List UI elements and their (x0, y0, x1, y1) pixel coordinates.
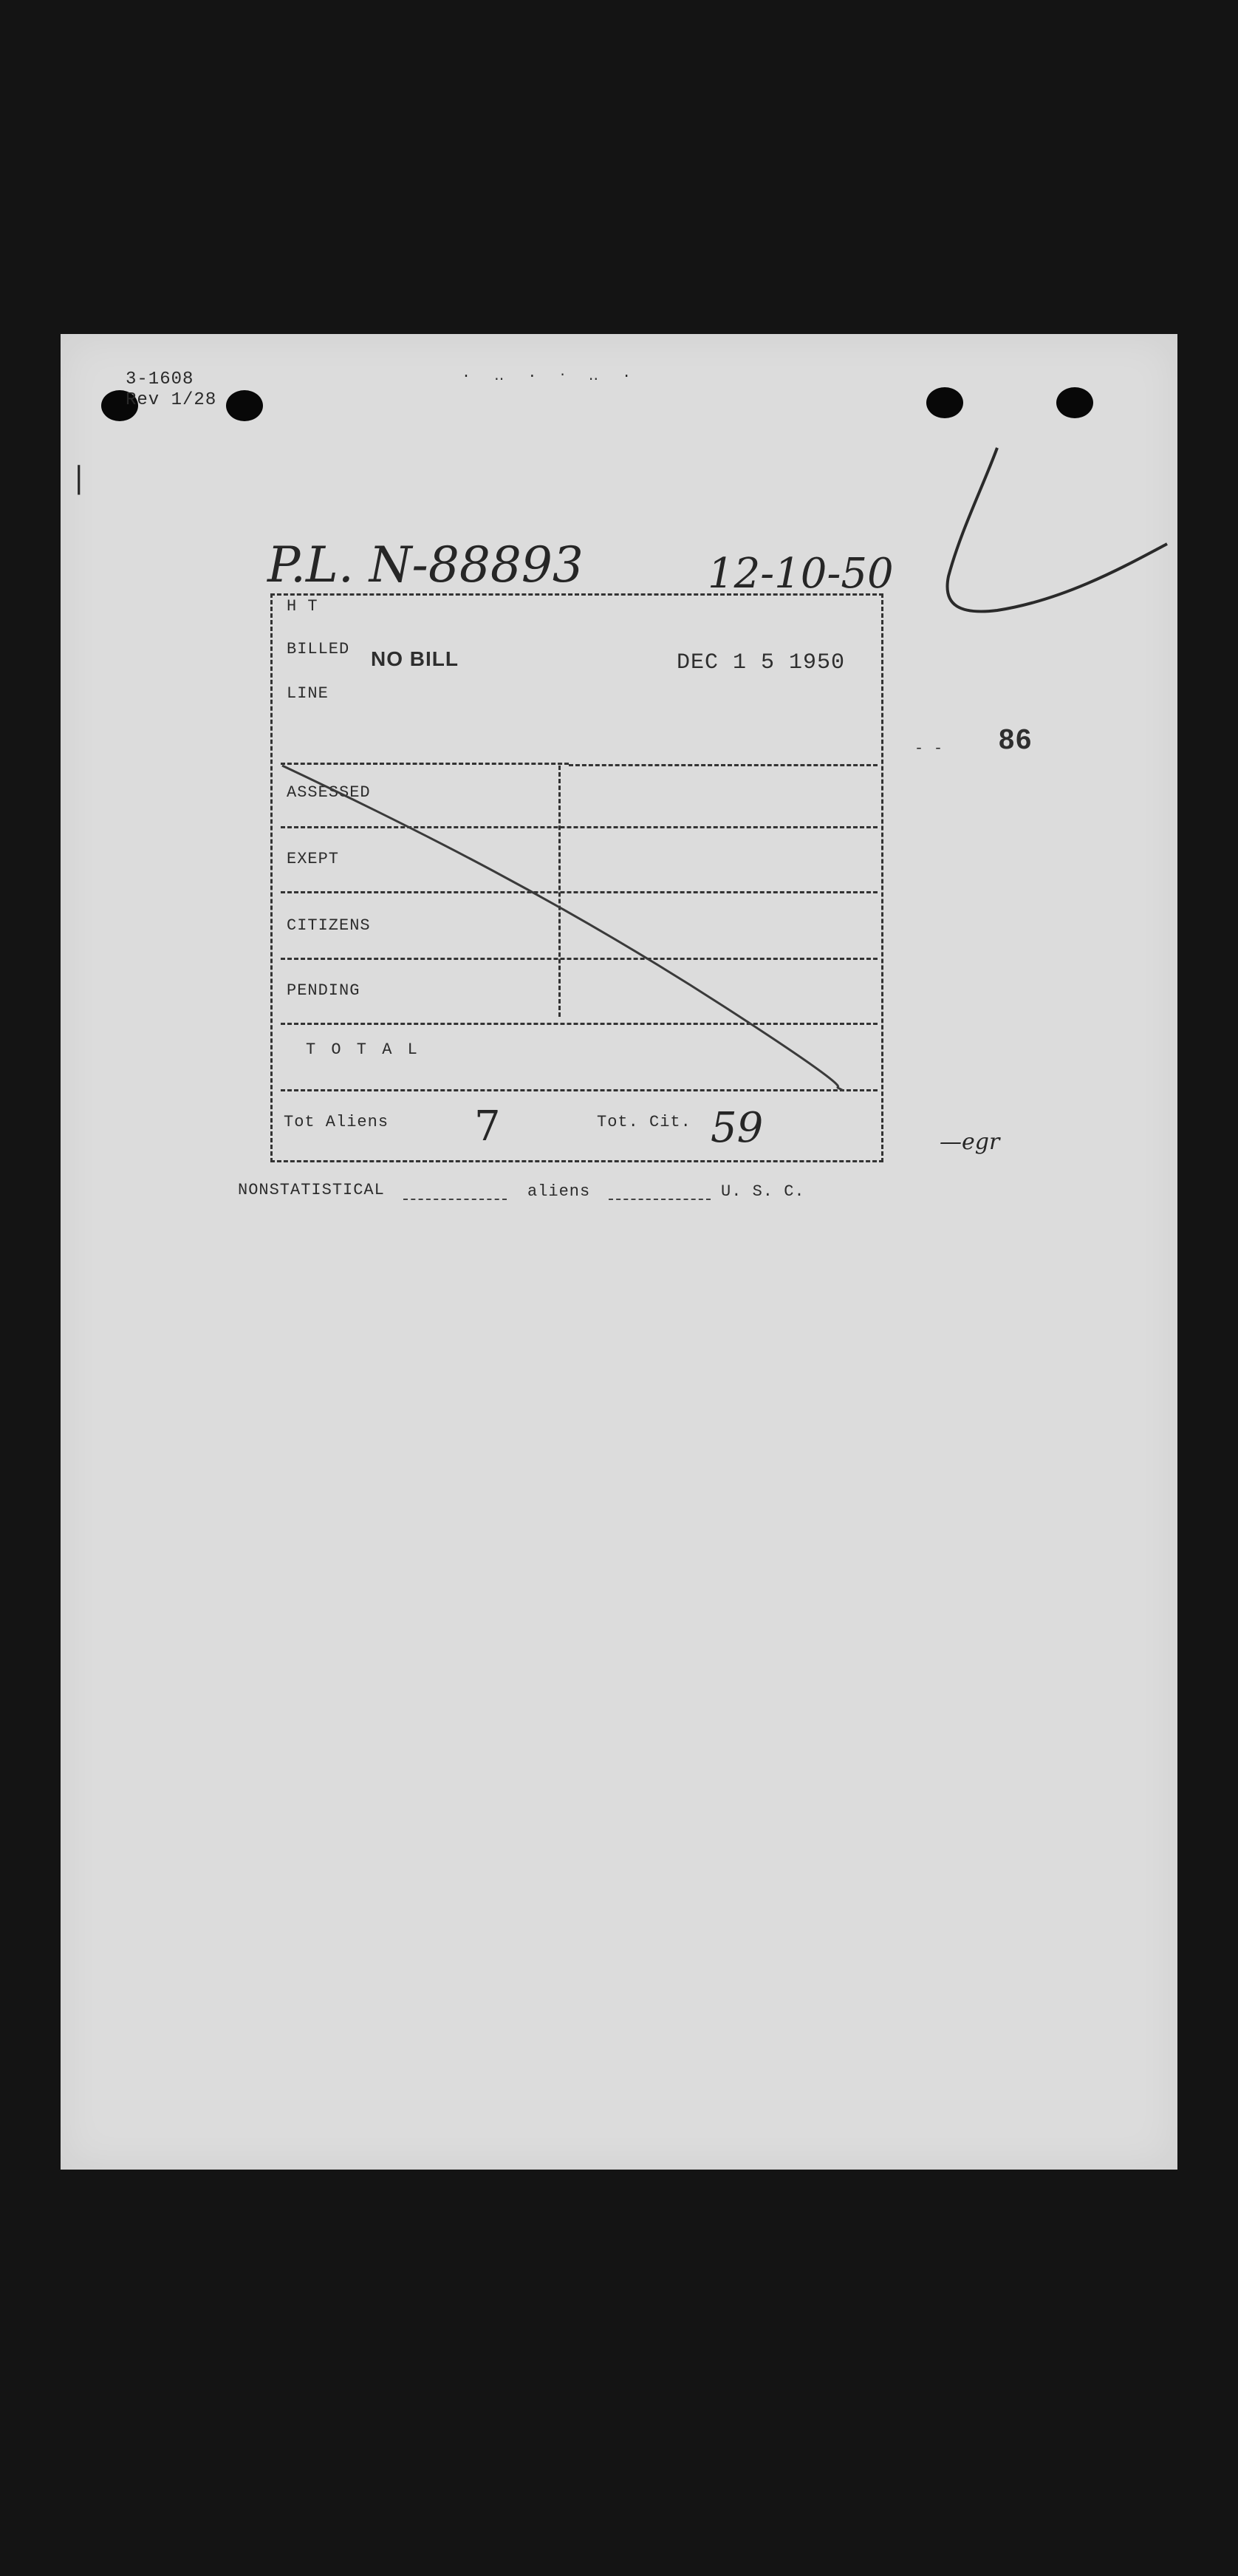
dash-mark: - - (914, 740, 944, 757)
nonstatistical-label: NONSTATISTICAL (238, 1181, 385, 1199)
line-label: LINE (287, 684, 329, 703)
row-label-exempt: EXEPT (287, 850, 340, 868)
aliens-label: aliens (527, 1182, 591, 1201)
total-aliens-value: 7 (474, 1103, 501, 1151)
total-citizens-value: 59 (711, 1104, 764, 1152)
form-number: 3-1608 (126, 369, 194, 389)
check-mark (947, 448, 1167, 611)
date-stamp: DEC 1 5 1950 (677, 650, 846, 675)
row-label-assessed: ASSESSED (287, 783, 371, 802)
row-label-citizens: CITIZENS (287, 916, 371, 935)
handwritten-date: 12-10-50 (708, 550, 894, 598)
ht-label: H T (287, 597, 318, 616)
top-edge-marks: · ‥ · ‧ ‥ · (462, 368, 639, 385)
strike-through-line (282, 766, 844, 1091)
handwritten-reference: P.L. N-88893 (267, 536, 584, 593)
margin-tick: | (74, 461, 84, 495)
usc-label: U. S. C. (721, 1182, 805, 1201)
total-citizens-label: Tot. Cit. (597, 1113, 691, 1131)
total-aliens-label: Tot Aliens (284, 1113, 389, 1131)
billed-label: BILLED (287, 640, 350, 658)
form-revision: Rev 1/28 (126, 390, 217, 410)
page-number: 86 (999, 724, 1033, 755)
row-label-pending: PENDING (287, 981, 360, 1000)
no-bill-stamp: NO BILL (371, 647, 459, 670)
margin-note: —egr (940, 1129, 1000, 1155)
total-label: T O T A L (306, 1040, 420, 1059)
